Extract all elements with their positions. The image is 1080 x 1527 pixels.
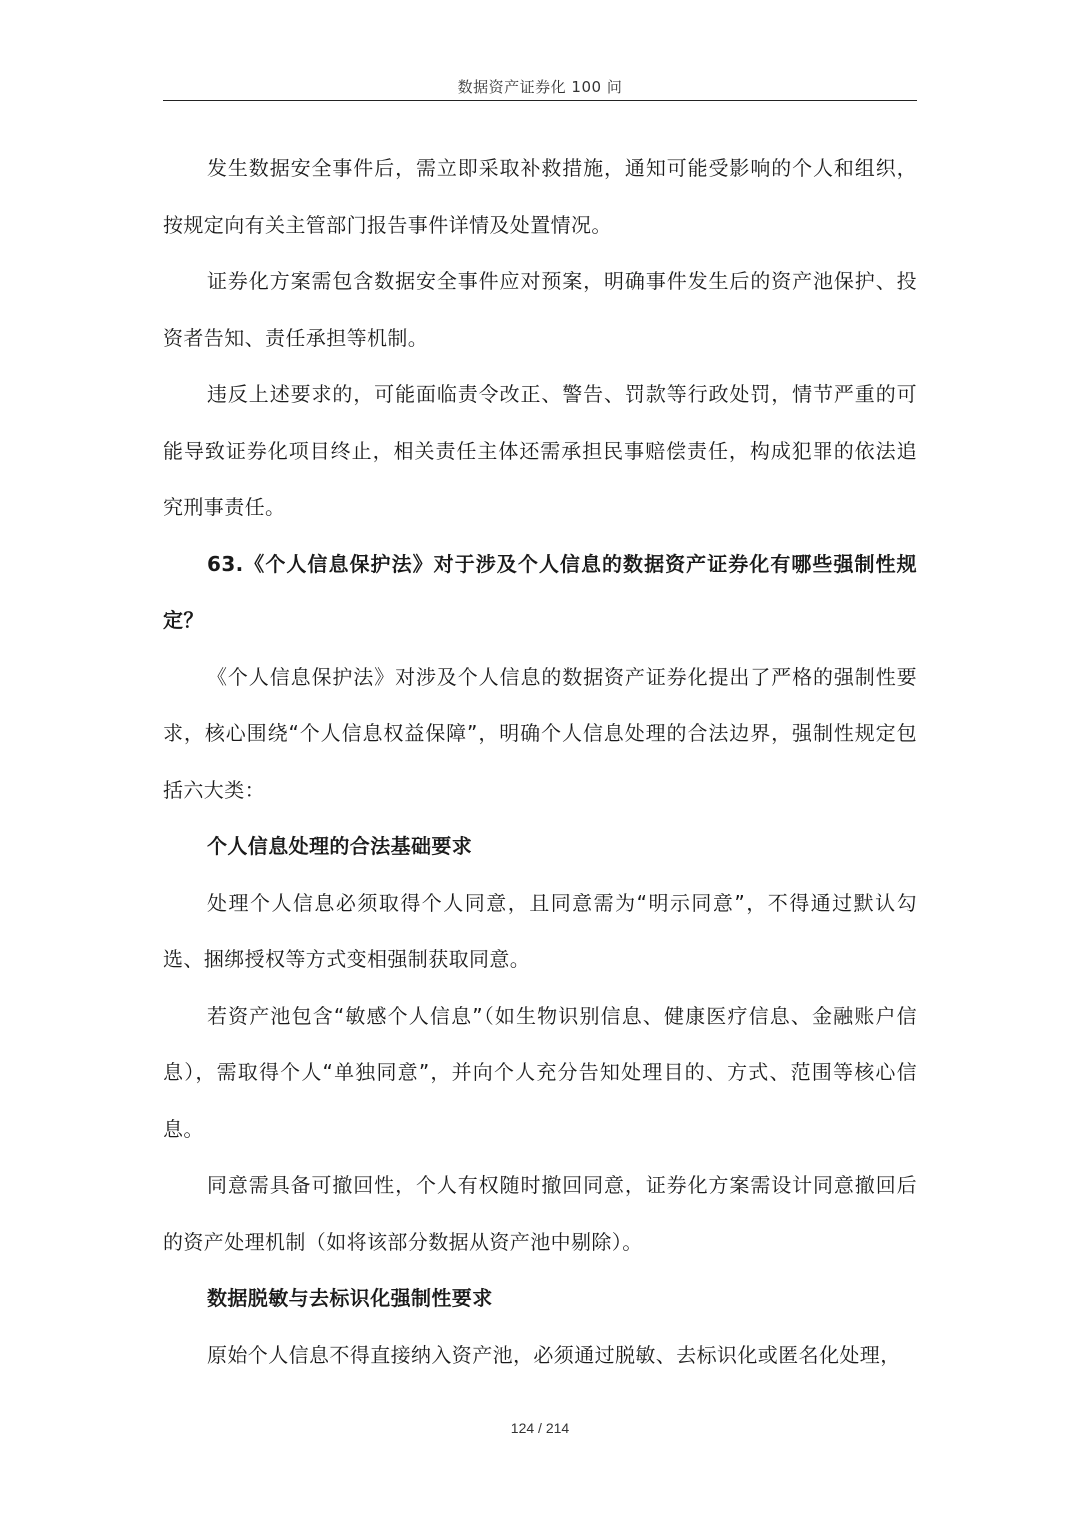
paragraph: 发生数据安全事件后，需立即采取补救措施，通知可能受影响的个人和组织，按规定向有关主管部门报告事件详情及处置情况。 — [163, 156, 917, 237]
paragraph: 若资产池包含“敏感个人信息”（如生物识别信息、健康医疗信息、金融账户信息），需取得个人“单独同意”，并向个人充分告知处理目的、方式、范围等核心信息。 — [163, 1003, 917, 1141]
section-subheading: 数据脱敏与去标识化强制性要求 — [207, 1286, 493, 1310]
page-number: 124 / 214 — [510, 1420, 570, 1436]
paragraph: 违反上述要求的，可能面临责令改正、警告、罚款等行政处罚，情节严重的可能导致证券化项目终止，相关责任主体还需承担民事赔偿责任，构成犯罪的依法追究刑事责任。 — [163, 382, 917, 519]
paragraph: 同意需具备可撤回性，个人有权随时撤回同意，证券化方案需设计同意撤回后的资产处理机制（如将该部分数据从资产池中剔除）。 — [163, 1173, 917, 1254]
paragraph: 原始个人信息不得直接纳入资产池，必须通过脱敏、去标识化或匿名化处理， — [207, 1342, 901, 1367]
paragraph: 证券化方案需包含数据安全事件应对预案，明确事件发生后的资产池保护、投资者告知、责任承担等机制。 — [163, 269, 917, 350]
header-divider — [163, 100, 917, 101]
section-subheading: 个人信息处理的合法基础要求 — [207, 834, 473, 858]
document-body — [163, 140, 917, 1383]
page-header-title: 数据资产证券化 100 问 — [457, 78, 623, 96]
paragraph: 《个人信息保护法》对涉及个人信息的数据资产证券化提出了严格的强制性要求，核心围绕“个人信息权益保障”，明确个人信息处理的合法边界，强制性规定包括六大类： — [163, 664, 917, 802]
paragraph: 处理个人信息必须取得个人同意，且同意需为“明示同意”，不得通过默认勾选、捆绑授权等方式变相强制获取同意。 — [163, 890, 917, 971]
question-heading: 63.《个人信息保护法》对于涉及个人信息的数据资产证券化有哪些强制性规定？ — [163, 551, 917, 632]
